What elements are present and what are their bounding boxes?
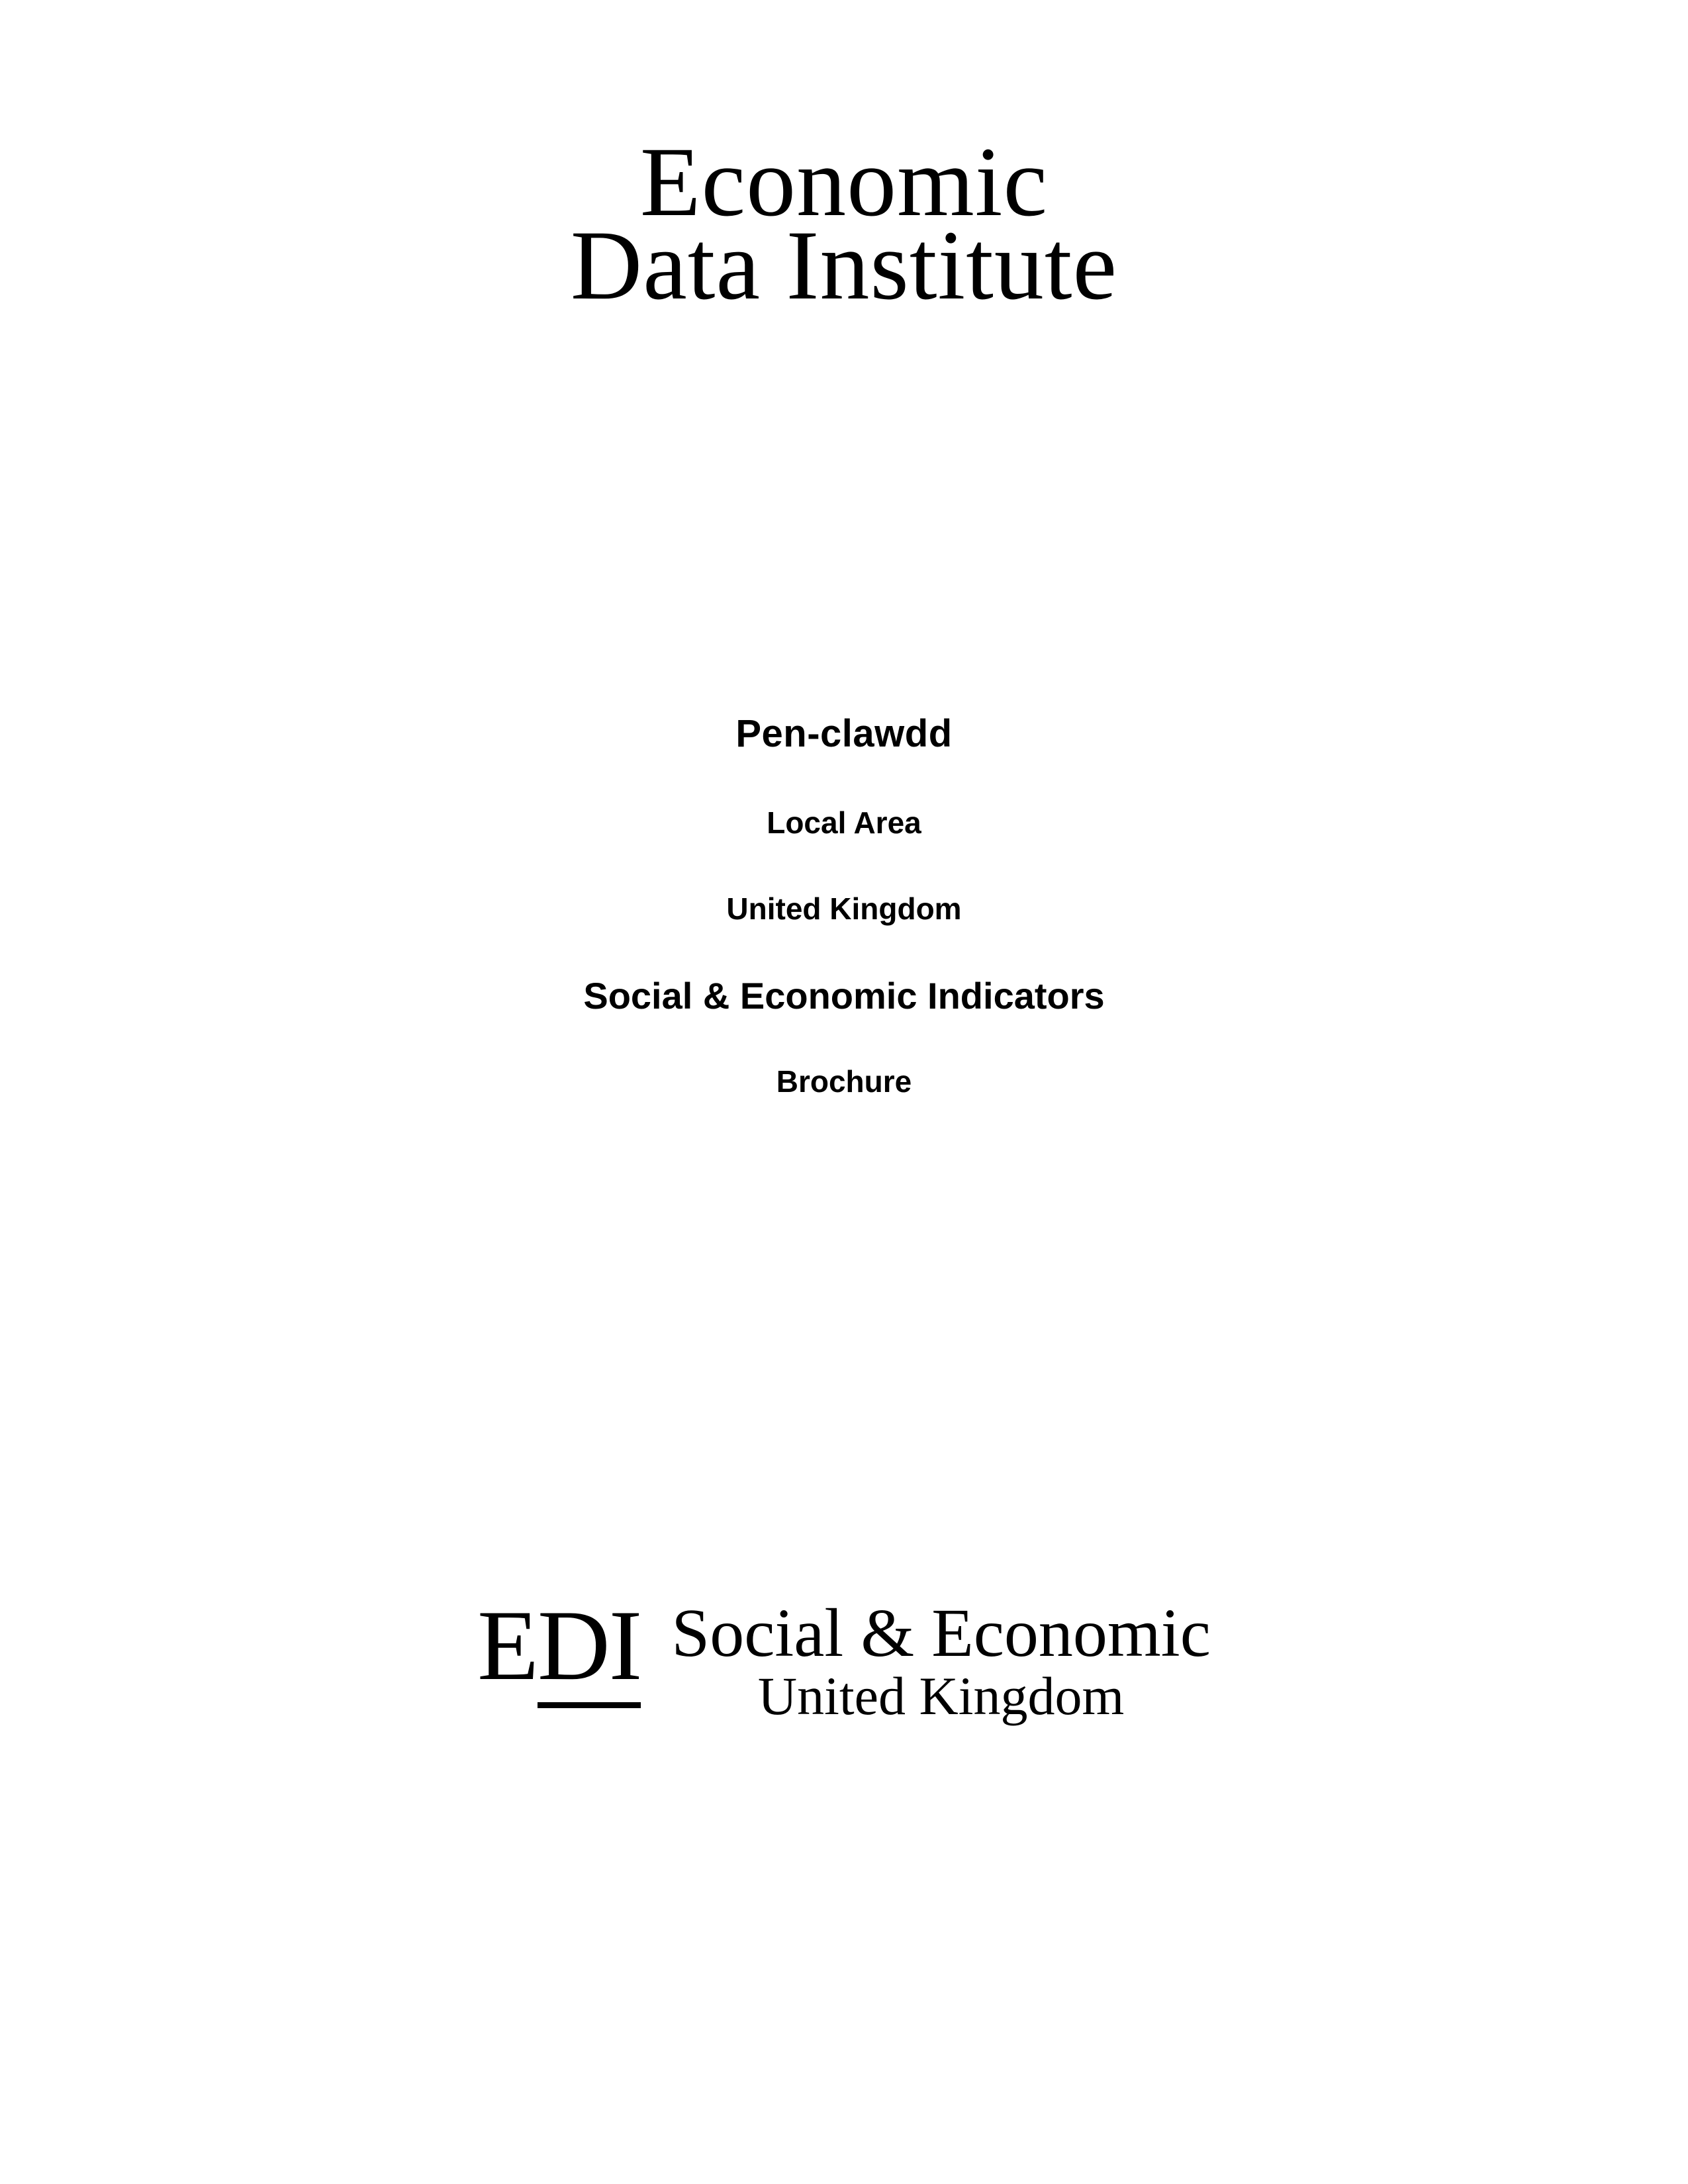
page-title: Pen-clawdd xyxy=(735,712,953,755)
footer-brand-logo xyxy=(0,1590,1688,1726)
masthead-logo xyxy=(0,127,1688,320)
cover-title-block xyxy=(0,711,1688,1099)
country-label: United Kingdom xyxy=(726,891,962,926)
masthead-line-1: Economic xyxy=(639,127,1049,237)
edi-letters-di: DI xyxy=(538,1590,641,1708)
edi-letter-e: E xyxy=(477,1590,538,1701)
footer-tagline-line-1: Social & Economic xyxy=(671,1595,1211,1671)
masthead-line-2: Data Institute xyxy=(570,210,1118,320)
area-type-label: Local Area xyxy=(767,805,921,840)
footer-tagline xyxy=(671,1595,1211,1726)
document-type-label: Brochure xyxy=(776,1064,912,1099)
subject-label: Social & Economic Indicators xyxy=(583,975,1105,1017)
footer-tagline-line-2: United Kingdom xyxy=(757,1666,1125,1726)
edi-wordmark xyxy=(477,1590,641,1701)
